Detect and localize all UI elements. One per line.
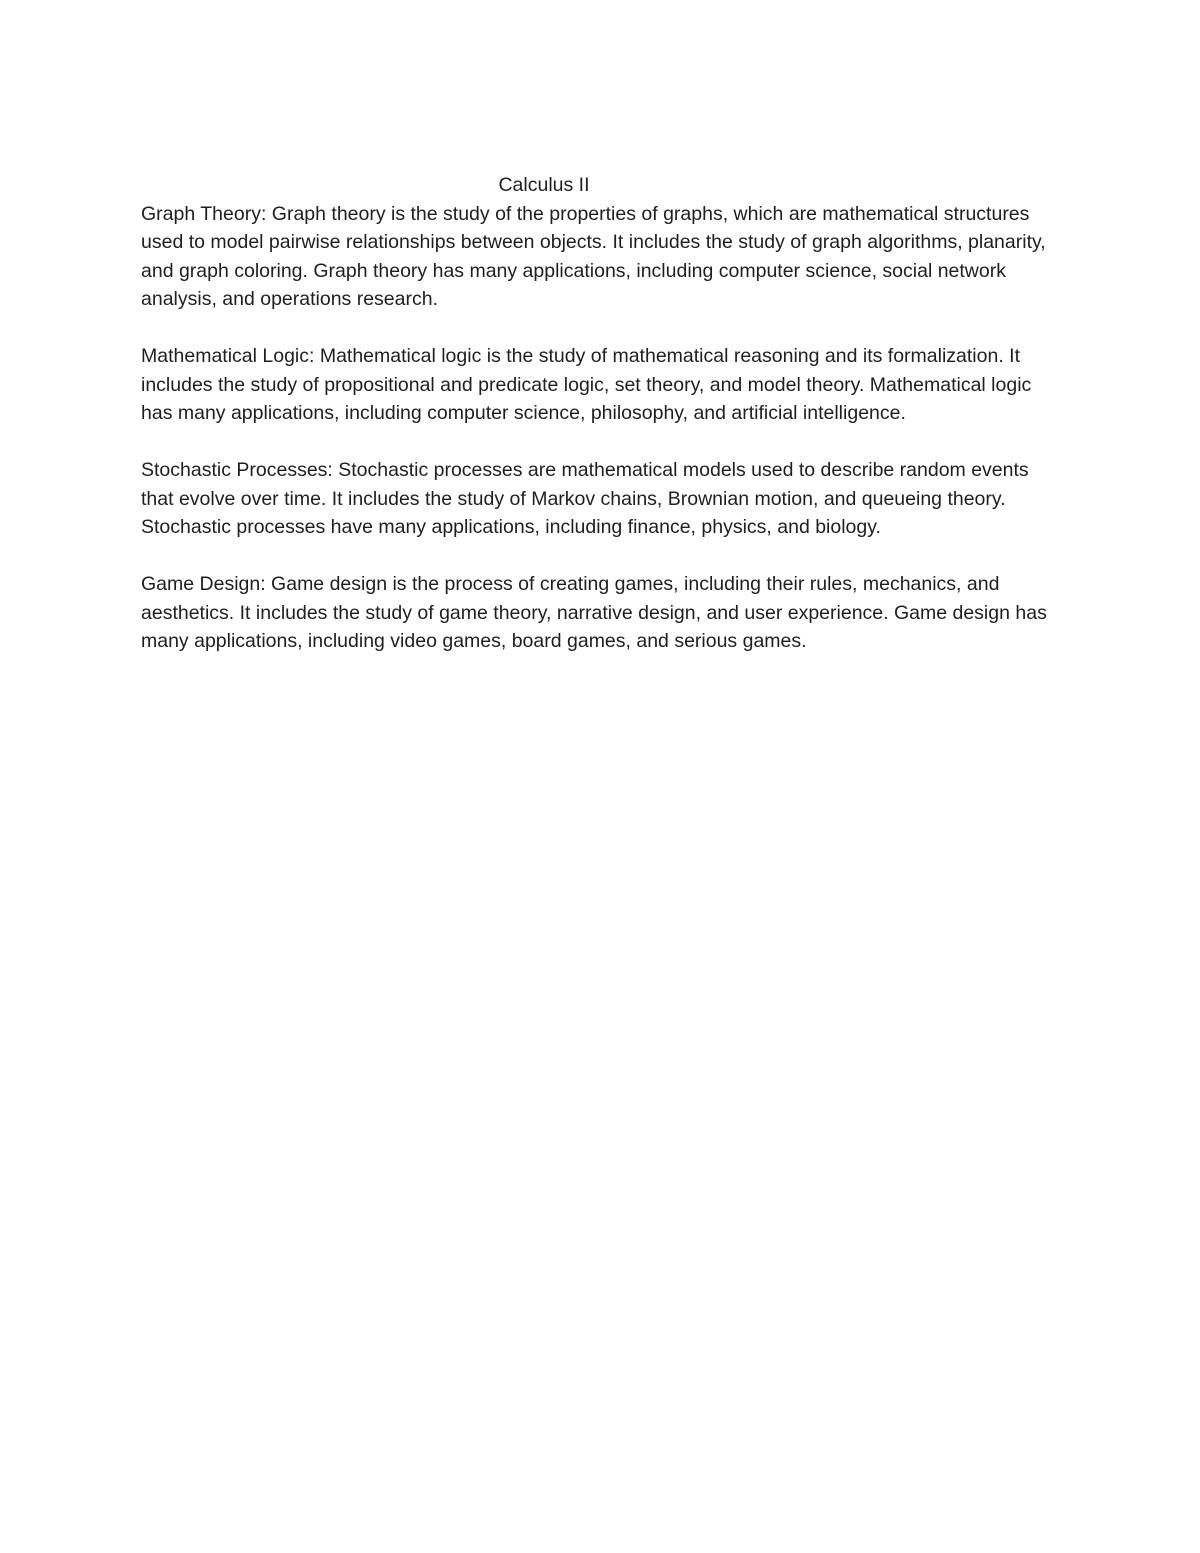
paragraph-graph-theory: Graph Theory: Graph theory is the study of the properties of graphs, which are mathematical structures used to model pairwise relationships between objects. It includes the study of graph algorithms, planarity, and graph coloring. Graph theory has many applications, including computer science, social network analysis, and operations research. xyxy=(141,202,1046,310)
paragraph-mathematical-logic: Mathematical Logic: Mathematical logic is the study of mathematical reasoning and its formalization. It includes the study of propositional and predicate logic, set theory, and model theory. Mathematical logic has many applications, including computer science, philosophy, and artificial intelligence. xyxy=(141,345,1032,424)
paragraph-game-design: Game Design: Game design is the process of creating games, including their rules, mechanics, and aesthetics. It includes the study of game theory, narrative design, and user experience. Game design has many applications, including video games, board games, and serious games. xyxy=(141,573,1047,652)
document-body xyxy=(141,171,1061,656)
document-title: Calculus II xyxy=(498,174,590,196)
paragraph-stochastic-processes: Stochastic Processes: Stochastic processes are mathematical models used to describe random events that evolve over time. It includes the study of Markov chains, Brownian motion, and queueing theory. Stochastic processes have many applications, including finance, physics, and biology. xyxy=(141,459,1029,538)
